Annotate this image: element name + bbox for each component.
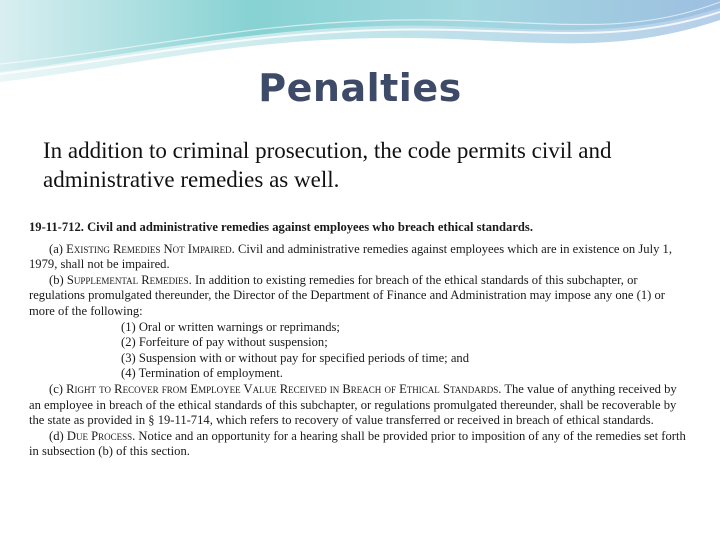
subsection-c-text: The value of anything received by an employee in breach of the ethical standards of this subchapter, or regulations promulgated thereunder, shall be recoverable by the state as provided in § 19-11-714, which refers to recovery of value transferred or received in breach of ethical standards. bbox=[29, 381, 677, 428]
statute-heading: 19-11-712. Civil and administrative remedies against employees who breach ethical standards. bbox=[29, 220, 533, 234]
subsection-b-text: In addition to existing remedies for breach of the ethical standards of this subchapter, or regulations promulgated thereunder, the Director of the Department of Finance and Administration may impose any one (1) or more of the following: bbox=[29, 272, 665, 318]
subsection-b-label: (b) bbox=[49, 272, 64, 287]
subsection-c-label: (c) bbox=[49, 381, 63, 396]
slide-title: Penalties bbox=[258, 66, 462, 110]
list-item: (3) Suspension with or without pay for specified periods of time; and bbox=[121, 350, 470, 365]
subsection-b-title: Supplemental Remedies. bbox=[66, 272, 192, 287]
list-item: (2) Forfeiture of pay without suspension; bbox=[121, 335, 328, 350]
subsection-d bbox=[29, 429, 691, 460]
list-item: (4) Termination of employment. bbox=[121, 366, 283, 381]
statute-excerpt bbox=[29, 220, 691, 460]
subsection-c-title: Right to Recover from Employee Value Received in Breach of Ethical Standards. bbox=[66, 381, 502, 396]
subsection-d-title: Due Process. bbox=[66, 428, 136, 443]
subsection-a bbox=[29, 242, 691, 273]
subsection-a-title: Existing Remedies Not Impaired. bbox=[66, 241, 235, 256]
intro-paragraph: In addition to criminal prosecution, the code permits civil and administrative remedies as well. bbox=[43, 138, 612, 192]
subsection-d-text: Notice and an opportunity for a hearing shall be provided prior to imposition of any of the remedies set forth in subsection (b) of this section. bbox=[29, 428, 686, 459]
list-item: (1) Oral or written warnings or reprimands; bbox=[121, 319, 340, 334]
subsection-b bbox=[29, 273, 691, 320]
subsection-c bbox=[29, 382, 691, 429]
subsection-a-text: Civil and administrative remedies against employees which are in existence on July 1, 1979, shall not be impaired. bbox=[29, 241, 672, 272]
subsection-d-label: (d) bbox=[49, 428, 64, 443]
subsection-a-label: (a) bbox=[49, 241, 63, 256]
